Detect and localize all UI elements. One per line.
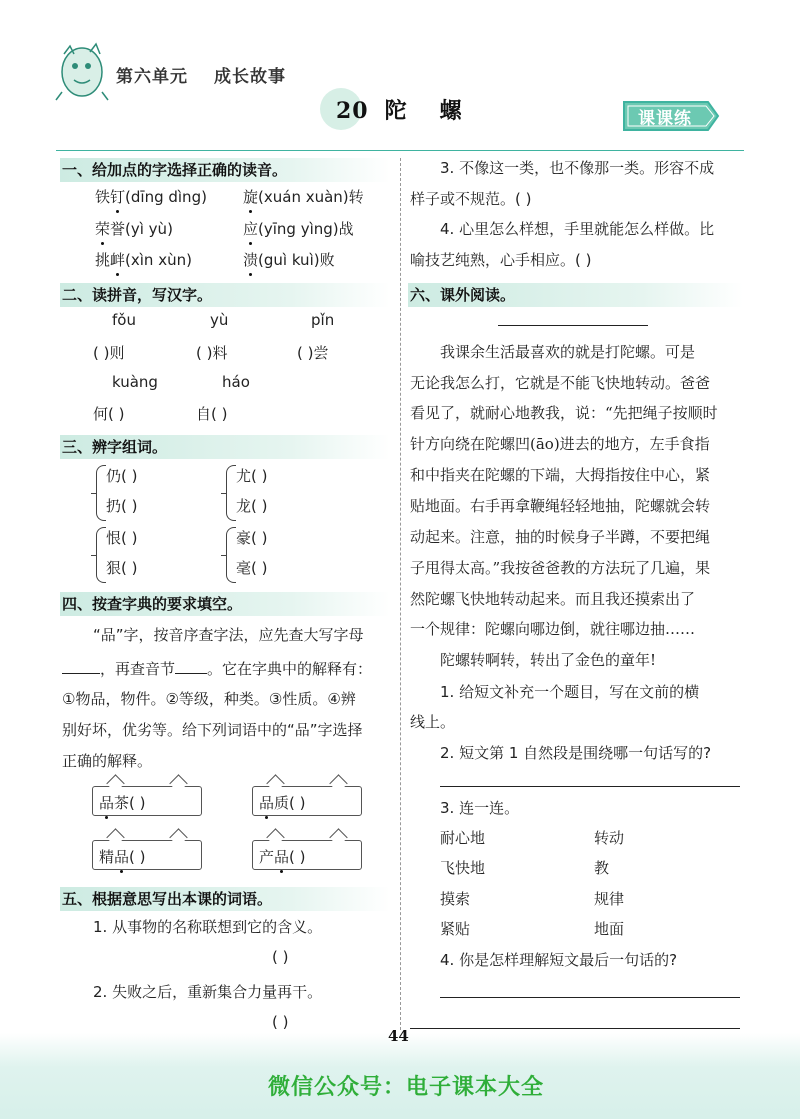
- dotted-char: 旋: [243, 188, 259, 206]
- passage-line: 针方向绕在陀螺凹(āo)进去的地方，左手食指: [410, 435, 710, 453]
- dotted-char: 溃: [243, 251, 259, 269]
- s4-para-line-3: ①物品，物件。②等级，种类。③性质。④辨: [62, 690, 356, 708]
- s6-question-1: 1. 给短文补充一个题目，写在文前的横: [440, 683, 700, 701]
- dotted-char: 品: [99, 794, 115, 812]
- lesson-number: 20: [336, 98, 369, 124]
- word-pair-blank[interactable]: 恨( ): [106, 529, 138, 547]
- s1-row-1: 铁钉(dīng dìng): [95, 188, 207, 206]
- syllable-blank[interactable]: [175, 658, 207, 674]
- dotted-char: 荣: [95, 220, 111, 238]
- section-4-title: 四、按查字典的要求填空。: [60, 592, 390, 616]
- word-pair-blank[interactable]: 狠( ): [106, 559, 138, 577]
- section-5-title: 五、根据意思写出本课的词语。: [60, 887, 390, 911]
- word-tag[interactable]: 品质( ): [252, 786, 362, 816]
- right-q3-line-1: 3. 不像这一类，也不像那一类。形容不成: [440, 159, 715, 177]
- passage-title-line[interactable]: [498, 325, 648, 326]
- watermark-text: 微信公众号：电子课本大全: [268, 1075, 545, 1100]
- word-tag[interactable]: 产品( ): [252, 840, 362, 870]
- pinyin-4: kuàng: [112, 373, 158, 391]
- header-rule: [56, 150, 744, 151]
- s5-question-2: 2. 失败之后，重新集合力量再干。: [93, 983, 323, 1001]
- word-pair-blank[interactable]: 豪( ): [236, 529, 268, 547]
- brace: [226, 465, 236, 521]
- mascot-illustration: [52, 40, 112, 104]
- page-number: 44: [388, 1027, 409, 1045]
- lesson-title: [336, 94, 463, 125]
- letter-blank[interactable]: [62, 658, 100, 674]
- s1-row-1b: 旋(xuán xuàn)转: [243, 188, 364, 206]
- brace: [96, 465, 106, 521]
- right-q4-line-1: 4. 心里怎么样想，手里就能怎么样做。比: [440, 220, 715, 238]
- section-1-title: 一、给加点的字选择正确的读音。: [60, 158, 390, 182]
- answer-line[interactable]: [440, 997, 740, 998]
- answer-line[interactable]: [440, 786, 740, 787]
- s4-para-line-4: 别好坏，优劣等。给下列词语中的“品”字选择: [62, 721, 363, 739]
- s4-para-line-5: 正确的解释。: [62, 752, 153, 770]
- match-left-item[interactable]: 紧贴: [440, 920, 471, 938]
- match-right-item[interactable]: 转动: [594, 829, 625, 847]
- column-divider: [400, 158, 401, 1030]
- unit-heading: [116, 62, 312, 87]
- word-tag[interactable]: 精品( ): [92, 840, 202, 870]
- s1-row-2: 荣誉(yì yù): [95, 220, 173, 238]
- passage-line: 子甩得太高。”我按爸爸教的方法玩了几遍，果: [410, 559, 711, 577]
- pinyin-3: pǐn: [311, 311, 335, 329]
- passage-line: 贴地面。右手再拿鞭绳轻轻地抽，陀螺就会转: [410, 497, 711, 515]
- word-pair-blank[interactable]: 扔( ): [106, 497, 138, 515]
- s4-para-line-2: ，再查音节 。它在字典中的解释有：: [62, 658, 372, 679]
- word-pair-blank[interactable]: 仍( ): [106, 467, 138, 485]
- dotted-char: 应: [243, 220, 259, 238]
- pinyin-2: yù: [210, 311, 229, 329]
- passage-line: 和中指夹在陀螺的下端，大拇指按住中心，紧: [410, 466, 711, 484]
- s1-row-3b: 溃(guì kuì)败: [243, 251, 335, 269]
- passage-line: 无论我怎么打，它就是不能飞快地转动。爸爸: [410, 374, 711, 392]
- s6-question-1b: 线上。: [410, 713, 456, 731]
- match-left-item[interactable]: 耐心地: [440, 829, 486, 847]
- word-pair-blank[interactable]: 龙( ): [236, 497, 268, 515]
- passage-line: 看见了，就耐心地教我，说：“先把绳子按顺时: [410, 404, 718, 422]
- brace: [226, 527, 236, 583]
- lesson-char-2: 螺: [439, 98, 463, 124]
- unit-name: 成长故事: [214, 67, 286, 87]
- passage-line: 一个规律：陀螺向哪边倒，就往哪边抽……: [410, 620, 696, 638]
- exercise-badge-label: 课课练: [638, 109, 692, 129]
- hanzi-blank-5[interactable]: 自( ): [196, 405, 228, 423]
- match-right-item[interactable]: 规律: [594, 890, 625, 908]
- dotted-char: 品: [274, 848, 290, 866]
- passage-line: 陀螺转啊转，转出了金色的童年!: [440, 651, 657, 669]
- hanzi-blank-1[interactable]: ( )则: [93, 344, 125, 362]
- s5-answer-2[interactable]: ( ): [272, 1013, 289, 1031]
- s5-answer-1[interactable]: ( ): [272, 948, 289, 966]
- answer-line[interactable]: [410, 1028, 740, 1029]
- word-pair-blank[interactable]: 尤( ): [236, 467, 268, 485]
- passage-line: 动起来。注意，抽的时候身子半蹲，不要把绳: [410, 528, 711, 546]
- pinyin-1: fǒu: [112, 311, 136, 329]
- s1-row-2b: 应(yīng yìng)战: [243, 220, 354, 238]
- s6-question-4: 4. 你是怎样理解短文最后一句话的?: [440, 951, 678, 969]
- s5-question-1: 1. 从事物的名称联想到它的含义。: [93, 918, 323, 936]
- hanzi-blank-4[interactable]: 何( ): [93, 405, 125, 423]
- word-tag[interactable]: 品茶( ): [92, 786, 202, 816]
- match-left-item[interactable]: 飞快地: [440, 859, 486, 877]
- section-2-title: 二、读拼音，写汉字。: [60, 283, 390, 307]
- match-right-item[interactable]: 地面: [594, 920, 625, 938]
- s6-question-2: 2. 短文第 1 自然段是围绕哪一句话写的?: [440, 744, 712, 762]
- dotted-char: 品: [259, 794, 275, 812]
- hanzi-blank-2[interactable]: ( )料: [196, 344, 228, 362]
- lesson-char-1: 陀: [384, 98, 408, 124]
- passage-line: 我课余生活最喜欢的就是打陀螺。可是: [440, 343, 696, 361]
- word-pair-blank[interactable]: 毫( ): [236, 559, 268, 577]
- hanzi-blank-3[interactable]: ( )尝: [297, 344, 329, 362]
- section-6-title: 六、课外阅读。: [408, 283, 743, 307]
- brace: [96, 527, 106, 583]
- section-3-title: 三、辨字组词。: [60, 435, 390, 459]
- unit-number: 第六单元: [116, 67, 188, 87]
- match-left-item[interactable]: 摸索: [440, 890, 471, 908]
- right-q3-line-2[interactable]: 样子或不规范。( ): [410, 190, 532, 208]
- s1-row-3: 挑衅(xìn xùn): [95, 251, 192, 269]
- s6-question-3: 3. 连一连。: [440, 799, 520, 817]
- pinyin-5: háo: [222, 373, 250, 391]
- dotted-char: 钉: [110, 188, 126, 206]
- passage-line: 然陀螺飞快地转动起来。而且我还摸索出了: [410, 590, 696, 608]
- dotted-char: 品: [114, 848, 130, 866]
- match-right-item[interactable]: 教: [594, 859, 610, 877]
- dotted-char: 衅: [110, 251, 126, 269]
- right-q4-line-2[interactable]: 喻技艺纯熟，心手相应。( ): [410, 251, 592, 269]
- s4-para-line-1: “品”字，按音序查字法，应先查大写字母: [93, 626, 364, 644]
